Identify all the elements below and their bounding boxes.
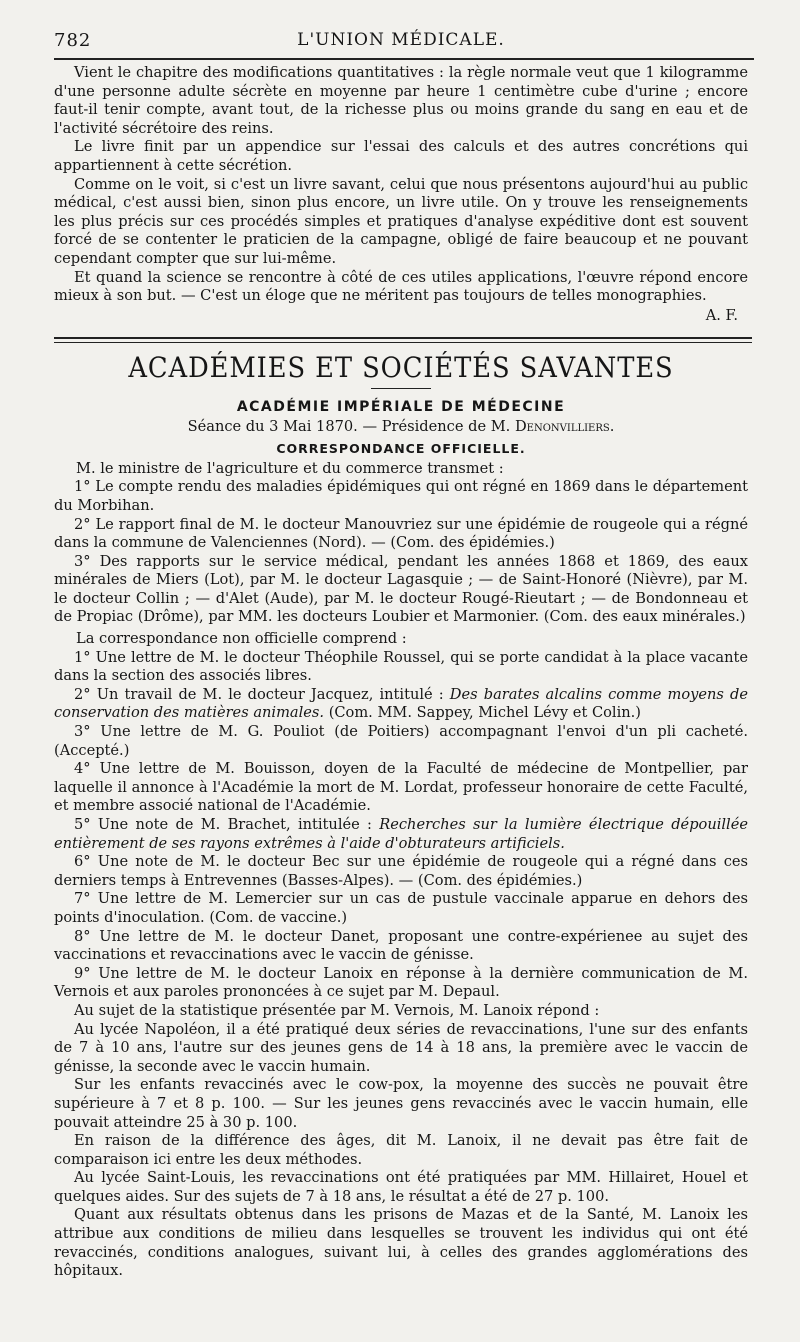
unofficial-intro: La correspondance non officielle comprend : [76, 630, 407, 648]
unofficial-item-2 [54, 686, 748, 723]
review-paragraph-1: Vient le chapitre des modifications quantitatives : la règle normale veut que 1 kilogramme d'une personne adulte sécrète en moyenne par heure 1 centimètre cube d'urine ; encore faut-il tenir compte, avant tout, de la richesse plus ou moins grande du sang en eau et de l'activité sécrétoire des reins. [54, 64, 748, 137]
unofficial-correspondence [54, 630, 748, 1002]
discussion-paragraph-6: Quant aux résultats obtenus dans les prisons de Mazas et de la Santé, M. Lanoix les attribue aux conditions de milieu dans lesquelles se trouvent les individus qui ont été revaccinés, conditions analogues, suivant lui, à celles des grandes agglomérations des hôpitaux. [54, 1206, 748, 1280]
unofficial-item-4: 4° Une lettre de M. Bouisson, doyen de la Faculté de médecine de Montpellier, par laquelle il annonce à l'Académie la mort de M. Lordat, professeur honoraire de cette Faculté, et membre associé national de l'Académie. [54, 760, 748, 815]
item-5-title: Recherches sur la lumière électrique dépouillée entièrement de ses rayons extrêmes à l'aide d'obturateurs artificiels. [54, 816, 748, 852]
official-item-3: 3° Des rapports sur le service médical, pendant les années 1868 et 1869, des eaux minérales de Miers (Lot), par M. le docteur Lagasquie ; — de Saint-Honoré (Nièvre), par M. le docteur Collin ; — d'Alet (Aude), par M. le docteur Rougé-Rieutart ; — de Bondonneau et de Propiac (Drôme), par MM. les docteurs Loubier et Marmonier. (Com. des eaux minérales.) [54, 552, 748, 626]
unofficial-item-1: 1° Une lettre de M. le docteur Théophile Roussel, qui se porte candidat à la place vacante dans la section des associés libres. [54, 648, 748, 685]
lanoix-discussion [54, 1002, 748, 1281]
discussion-paragraph-2: Au lycée Napoléon, il a été pratiqué deux séries de revaccinations, l'une sur des enfants de 7 à 10 ans, l'autre sur des jeunes gens de 14 à 18 ans, la première avec le vaccin de génisse, la seconde avec le vaccin humain. [54, 1020, 748, 1075]
journal-title: L'UNION MÉDICALE. [297, 30, 505, 50]
review-signature: A. F. [705, 306, 738, 324]
session-end: . [609, 417, 615, 435]
session-president: Denonvilliers [514, 417, 610, 435]
discussion-paragraph-4: En raison de la différence des âges, dit M. Lanoix, il ne devait pas être fait de comparaison ici entre les deux méthodes. [54, 1132, 748, 1168]
title-underline [371, 388, 431, 389]
section-title: ACADÉMIES ET SOCIÉTÉS SAVANTES [128, 350, 674, 384]
item-2-title: Des barates alcalins comme moyens de conservation des matières animales. [54, 685, 749, 722]
discussion-paragraph-3: Sur les enfants revaccinés avec le cow-pox, la moyenne des succès ne pouvait être supérieure à 7 et 8 p. 100. — Sur les jeunes gens revaccinés avec le vaccin humain, elle pouvait atteindre 25 à 30 p. 100. [54, 1076, 748, 1131]
official-item-2: 2° Le rapport final de M. le docteur Manouvriez sur une épidémie de rougeole qui a régné dans la commune de Valenciennes (Nord). — (Com. des épidémies.) [54, 515, 748, 552]
unofficial-item-5 [54, 816, 748, 853]
review-paragraph-3: Comme on le voit, si c'est un livre savant, celui que nous présentons aujourd'hui au public médical, c'est aussi bien, sinon plus encore, un livre utile. On y trouve les renseignements les plus précis sur ces procédés simples et pratiques d'analyse expéditive dont est souvent forcé de se contenter le praticien de la campagne, obligé de faire beaucoup et ne pouvant cependant compter que sur lui-même. [54, 175, 748, 267]
section-divider [54, 337, 752, 343]
header-rule [54, 58, 754, 60]
unofficial-item-9: 9° Une lettre de M. le docteur Lanoix en réponse à la dernière communication de M. Vernois et aux paroles prononcées à ce sujet par M. Depaul. [54, 964, 748, 1001]
discussion-paragraph-1: Au sujet de la statistique présentée par M. Vernois, M. Lanoix répond : [74, 1001, 600, 1019]
running-head [54, 26, 748, 58]
official-item-1: 1° Le compte rendu des maladies épidémiques qui ont régné en 1869 dans le département du Morbihan. [54, 478, 748, 514]
session-date: Séance du 3 Mai 1870. — Présidence de M. [187, 417, 515, 435]
item-2-committee: (Com. MM. Sappey, Michel Lévy et Colin.) [324, 704, 641, 722]
review-paragraph-2: Le livre finit par un appendice sur l'essai des calculs et des autres concrétions qui appartiennent à cette sécrétion. [54, 138, 748, 174]
unofficial-item-3: 3° Une lettre de M. G. Pouliot (de Poitiers) accompagnant l'envoi d'un pli cacheté. (Accepté.) [54, 723, 748, 759]
session-line [54, 417, 748, 437]
unofficial-item-8: 8° Une lettre de M. le docteur Danet, proposant une contre-expérienee au sujet des vaccinations et revaccinations avec le vaccin de génisse. [54, 927, 748, 964]
unofficial-item-7: 7° Une lettre de M. Lemercier sur un cas de pustule vaccinale apparue en dehors des points d'inoculation. (Com. de vaccine.) [54, 890, 748, 926]
item-2-text: 2° Un travail de M. le docteur Jacquez, intitulé : [74, 685, 450, 703]
unofficial-item-6: 6° Une note de M. le docteur Bec sur une épidémie de rougeole qui a régné dans ces derniers temps à Entrevennes (Basses-Alpes). — (Com. des épidémies.) [54, 853, 748, 889]
official-intro: M. le ministre de l'agriculture et du commerce transmet : [76, 459, 504, 477]
official-correspondence [54, 460, 748, 627]
item-5-text: 5° Une note de M. Brachet, intitulée : [74, 816, 380, 833]
official-correspondence-heading: CORRESPONDANCE OFFICIELLE. [276, 440, 526, 456]
discussion-paragraph-5: Au lycée Saint-Louis, les revaccinations ont été pratiquées par MM. Hillairet, Houel et quelques aides. Sur des sujets de 7 à 18 ans, le résultat a été de 27 p. 100. [54, 1169, 748, 1205]
page-number: 782 [54, 30, 92, 51]
review-paragraph-4: Et quand la science se rencontre à côté de ces utiles applications, l'œuvre répond encore mieux à son but. — C'est un éloge que ne méritent pas toujours de telles monographies. [54, 268, 748, 305]
academy-heading: ACADÉMIE IMPÉRIALE DE MÉDECINE [236, 398, 566, 415]
book-review-conclusion [54, 64, 748, 325]
